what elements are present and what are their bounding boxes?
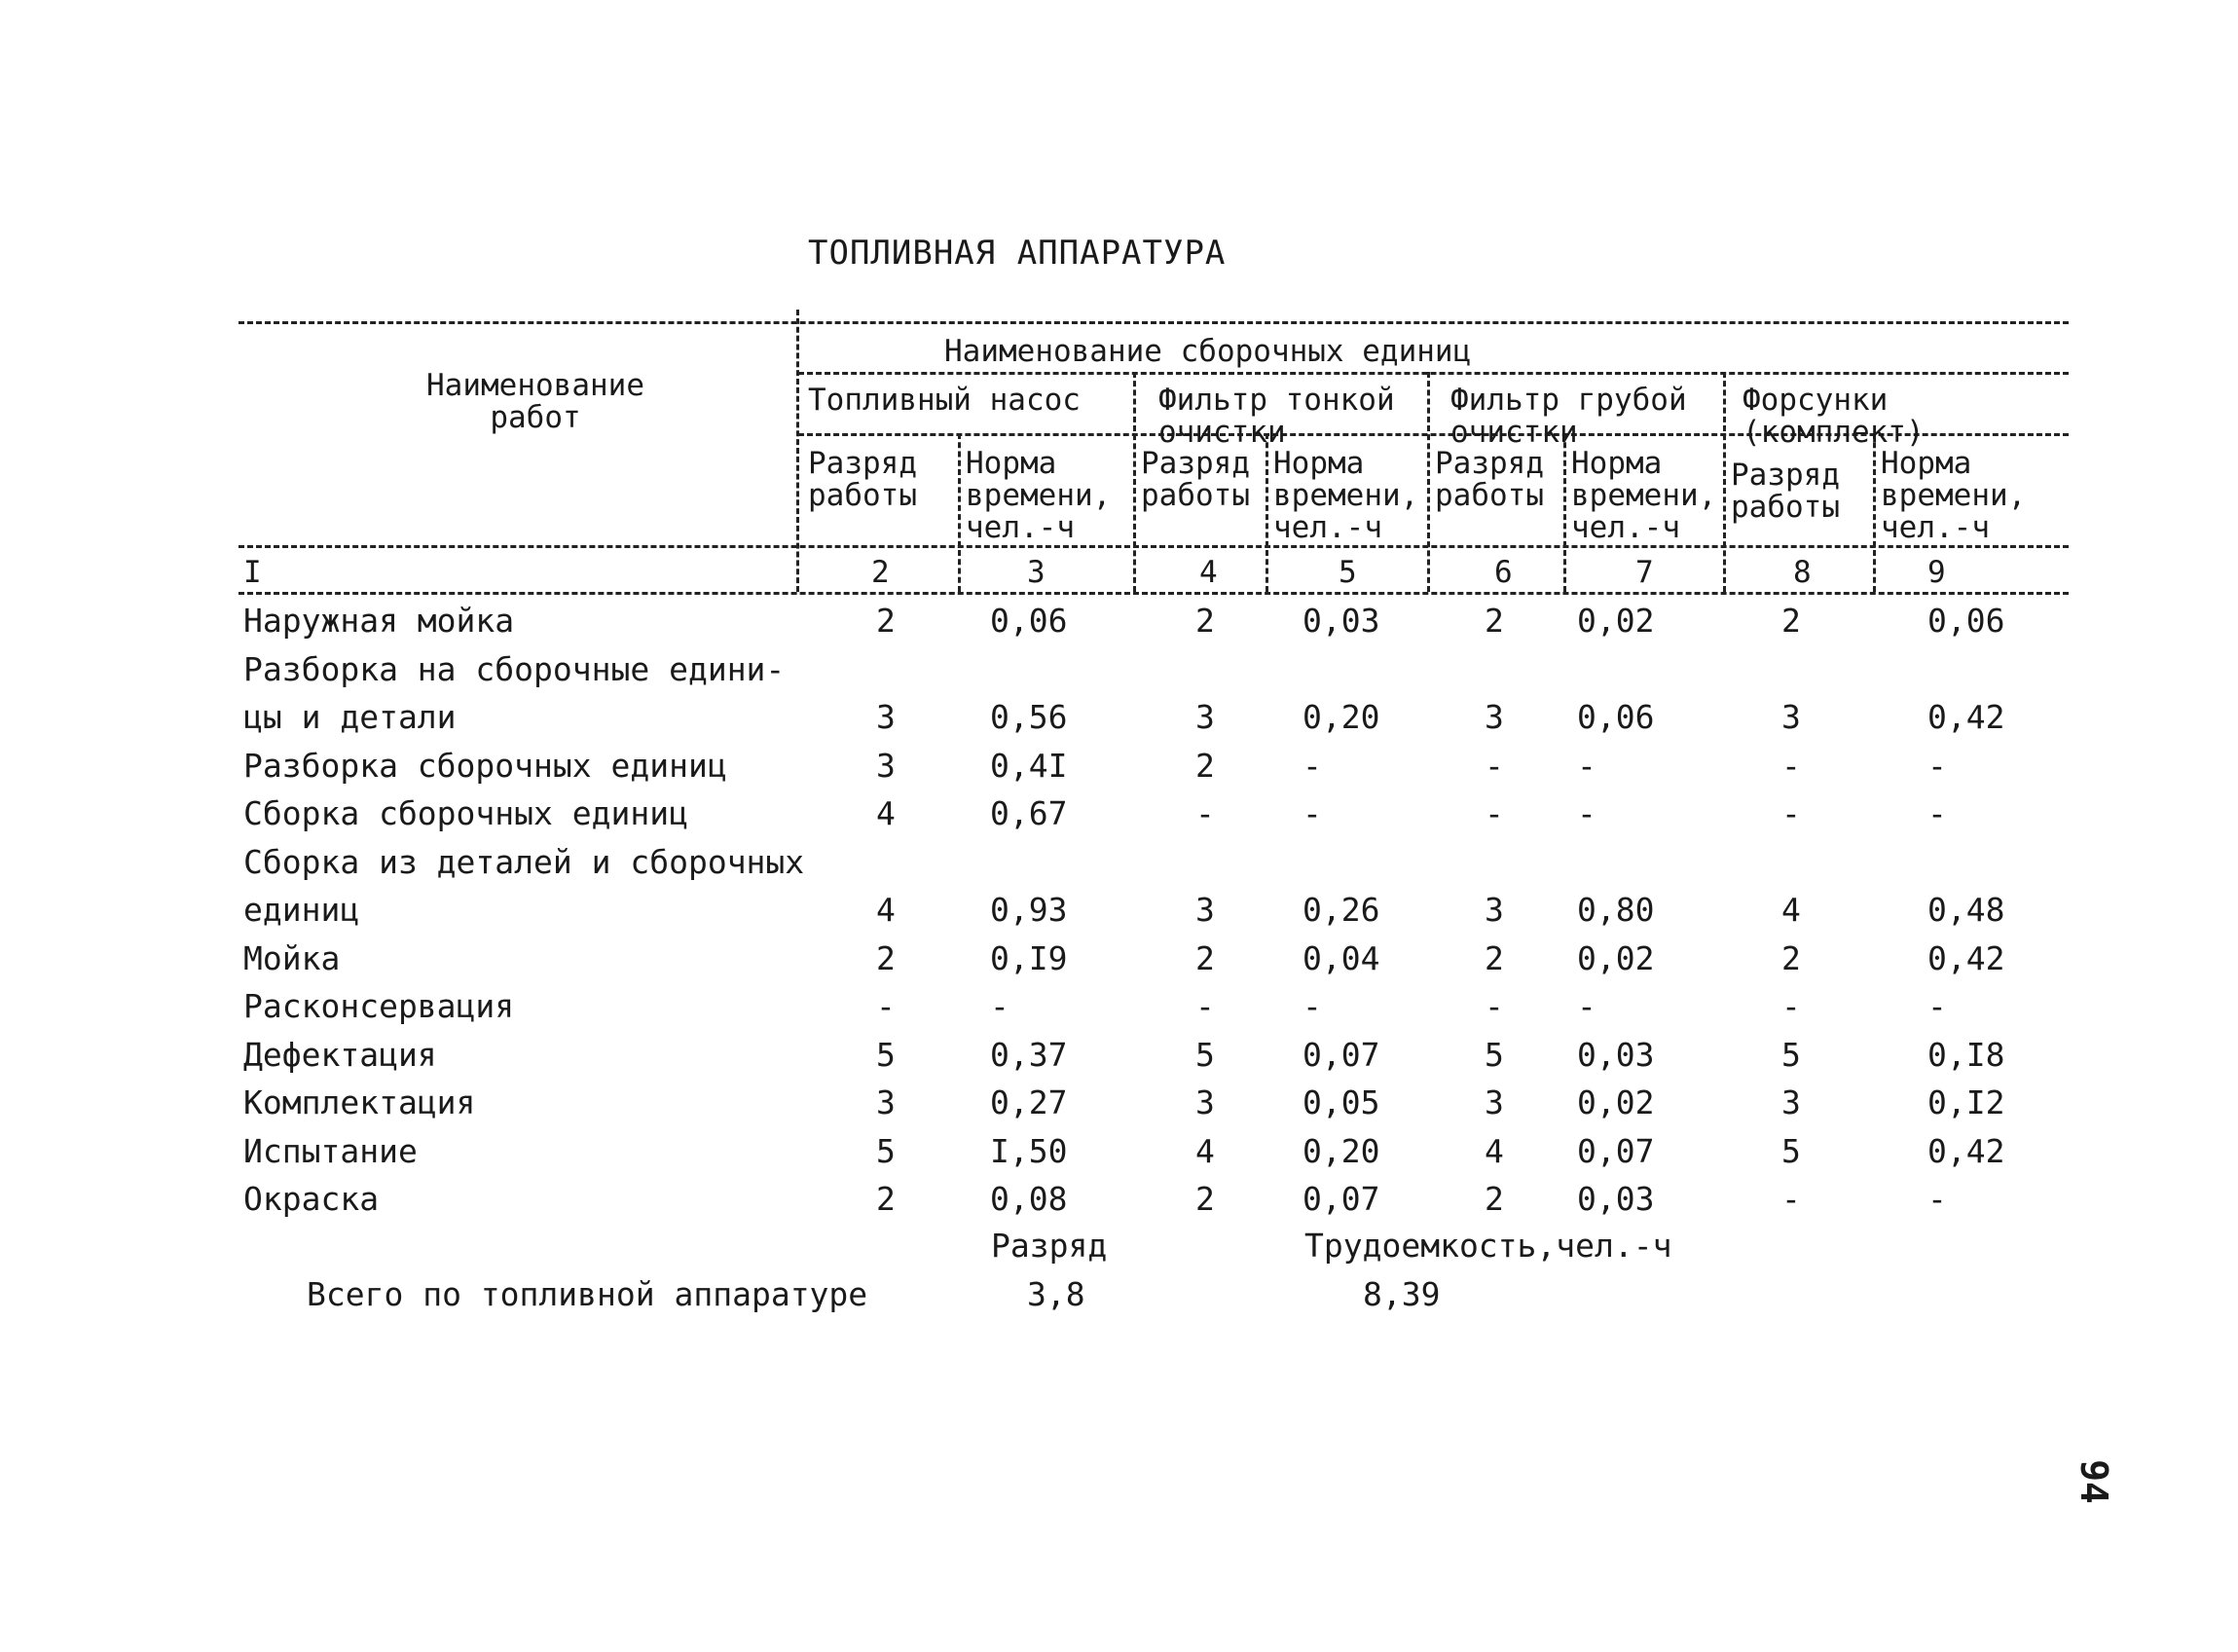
table-cell: 0,03 xyxy=(1577,1180,1655,1218)
unit-header-1: Топливный насос xyxy=(808,383,1081,418)
table-cell: 3 xyxy=(1781,698,1801,736)
summary-labor-label: Трудоемкость,чел.-ч xyxy=(1304,1227,1672,1265)
table-cell: 3 xyxy=(1781,1083,1801,1121)
table-cell: 0,93 xyxy=(990,891,1068,929)
table-cell: 3 xyxy=(1485,698,1504,736)
table-cell: 0,I2 xyxy=(1927,1083,2005,1121)
table-cell: 0,I8 xyxy=(1927,1035,2005,1074)
table-cell: 0,27 xyxy=(990,1083,1068,1121)
table-cell: 5 xyxy=(1485,1035,1504,1074)
table-cell: - xyxy=(1485,794,1504,832)
row-name-line: Сборка сборочных единиц xyxy=(243,794,688,832)
table-cell: 2 xyxy=(1195,602,1215,640)
colnum-bottom-rule xyxy=(238,592,2069,595)
work-name-header: Наименование работ xyxy=(426,368,644,435)
grade-header-4: Разряд работы xyxy=(1731,458,1840,525)
table-cell: - xyxy=(1485,987,1504,1025)
table-cell: 5 xyxy=(876,1035,896,1074)
colnum-7: 7 xyxy=(1635,555,1654,590)
table-cell: 0,04 xyxy=(1302,938,1380,977)
row-name-line: Испытание xyxy=(243,1131,418,1170)
row-name-line: Наружная мойка xyxy=(243,602,515,640)
row-name-line: Разборка сборочных единиц xyxy=(243,746,727,785)
table-cell: 2 xyxy=(876,938,896,977)
table-cell: - xyxy=(1927,1180,1947,1218)
table-cell: 0,02 xyxy=(1577,602,1655,640)
table-cell: 0,05 xyxy=(1302,1083,1380,1121)
table-cell: I,50 xyxy=(990,1131,1068,1170)
page-title: ТОПЛИВНАЯ АППАРАТУРА xyxy=(808,234,1227,273)
table-cell: - xyxy=(1927,746,1947,785)
colnum-5: 5 xyxy=(1339,555,1357,590)
table-cell: 5 xyxy=(876,1131,896,1170)
row-name-line: Расконсервация xyxy=(243,987,515,1025)
unit-header-2: Фильтр тонкой очистки xyxy=(1158,383,1395,450)
table-cell: 4 xyxy=(876,794,896,832)
table-cell: 3 xyxy=(1195,891,1215,929)
table-cell: 0,I9 xyxy=(990,938,1068,977)
table-cell: - xyxy=(1302,987,1322,1025)
summary-grade-value: 3,8 xyxy=(1027,1275,1085,1313)
table-cell: - xyxy=(1577,794,1596,832)
col-sep-3 xyxy=(1133,372,1136,592)
table-cell: 0,03 xyxy=(1302,602,1380,640)
unit-header-3: Фильтр грубой очистки xyxy=(1450,383,1687,450)
table-cell: 0,56 xyxy=(990,698,1068,736)
table-cell: 3 xyxy=(1195,1083,1215,1121)
table-cell: - xyxy=(1577,987,1596,1025)
table-cell: - xyxy=(1577,746,1596,785)
table-cell: 0,37 xyxy=(990,1035,1068,1074)
table-cell: - xyxy=(1781,1180,1801,1218)
table-cell: 0,42 xyxy=(1927,698,2005,736)
unit-header-4: Форсунки (комплект) xyxy=(1743,383,1925,450)
table-cell: 3 xyxy=(1485,891,1504,929)
row-name-line: Сборка из деталей и сборочных xyxy=(243,842,805,881)
colnum-8: 8 xyxy=(1793,555,1812,590)
table-cell: - xyxy=(876,987,896,1025)
table-cell: 0,07 xyxy=(1302,1035,1380,1074)
table-cell: 0,03 xyxy=(1577,1035,1655,1074)
row-name-line: цы и детали xyxy=(243,698,457,736)
table-cell: 0,42 xyxy=(1927,1131,2005,1170)
table-cell: 5 xyxy=(1781,1035,1801,1074)
table-cell: - xyxy=(1195,794,1215,832)
row-name-line: Комплектация xyxy=(243,1083,476,1121)
table-cell: 0,26 xyxy=(1302,891,1380,929)
table-cell: - xyxy=(1302,794,1322,832)
table-cell: - xyxy=(1781,794,1801,832)
table-cell: - xyxy=(1781,987,1801,1025)
colnum-2: 2 xyxy=(871,555,890,590)
table-cell: 0,02 xyxy=(1577,938,1655,977)
table-cell: 4 xyxy=(1485,1131,1504,1170)
table-cell: 0,80 xyxy=(1577,891,1655,929)
col-sep-2 xyxy=(958,433,961,592)
table-cell: 0,06 xyxy=(990,602,1068,640)
row-name-line: единиц xyxy=(243,891,360,929)
table-cell: 0,06 xyxy=(1927,602,2005,640)
table-cell: 0,20 xyxy=(1302,1131,1380,1170)
norm-header-3: Норма времени, чел.-ч xyxy=(1571,446,1717,545)
row-name-line: Разборка на сборочные едини- xyxy=(243,649,786,688)
table-cell: - xyxy=(1485,746,1504,785)
table-cell: 2 xyxy=(1195,938,1215,977)
table-cell: - xyxy=(1781,746,1801,785)
table-cell: - xyxy=(990,987,1009,1025)
table-cell: 0,07 xyxy=(1577,1131,1655,1170)
table-cell: 0,02 xyxy=(1577,1083,1655,1121)
table-cell: 3 xyxy=(1195,698,1215,736)
colnum-9: 9 xyxy=(1927,555,1946,590)
summary-labor-value: 8,39 xyxy=(1363,1275,1441,1313)
table-cell: 4 xyxy=(1195,1131,1215,1170)
colnum-3: 3 xyxy=(1027,555,1046,590)
table-cell: 3 xyxy=(1485,1083,1504,1121)
table-cell: 0,08 xyxy=(990,1180,1068,1218)
table-cell: 3 xyxy=(876,746,896,785)
table-cell: 2 xyxy=(1195,746,1215,785)
table-cell: - xyxy=(1302,746,1322,785)
table-cell: 4 xyxy=(1781,891,1801,929)
table-cell: 2 xyxy=(1485,938,1504,977)
table-cell: 0,07 xyxy=(1302,1180,1380,1218)
summary-total-label: Всего по топливной аппаратуре xyxy=(307,1275,868,1313)
table-cell: 0,67 xyxy=(990,794,1068,832)
col-sep-8 xyxy=(1873,433,1876,592)
colnum-6: 6 xyxy=(1494,555,1513,590)
row-name-line: Мойка xyxy=(243,938,341,977)
table-cell: 0,20 xyxy=(1302,698,1380,736)
table-cell: 2 xyxy=(1195,1180,1215,1218)
table-cell: 0,4I xyxy=(990,746,1068,785)
table-cell: 2 xyxy=(876,1180,896,1218)
table-cell: - xyxy=(1195,987,1215,1025)
table-top-rule xyxy=(238,321,2069,324)
table-cell: 2 xyxy=(1781,602,1801,640)
header-bottom-rule xyxy=(238,545,2069,548)
table-cell: 2 xyxy=(1781,938,1801,977)
table-cell: 0,48 xyxy=(1927,891,2005,929)
table-cell: 0,42 xyxy=(1927,938,2005,977)
table-cell: 0,06 xyxy=(1577,698,1655,736)
norm-header-1: Норма времени, чел.-ч xyxy=(966,446,1112,545)
table-cell: 3 xyxy=(876,698,896,736)
units-group-rule xyxy=(798,372,2069,375)
grade-header-2: Разряд работы xyxy=(1141,446,1250,513)
table-cell: 4 xyxy=(876,891,896,929)
table-cell: - xyxy=(1927,794,1947,832)
table-cell: - xyxy=(1927,987,1947,1025)
table-cell: 2 xyxy=(1485,1180,1504,1218)
norm-header-4: Норма времени, чел.-ч xyxy=(1881,446,2027,545)
row-name-line: Окраска xyxy=(243,1180,380,1218)
grade-header-3: Разряд работы xyxy=(1435,446,1544,513)
summary-grade-label: Разряд xyxy=(991,1227,1108,1265)
table-cell: 5 xyxy=(1781,1131,1801,1170)
col-sep-6 xyxy=(1563,433,1566,592)
table-cell: 5 xyxy=(1195,1035,1215,1074)
col-sep-4 xyxy=(1266,433,1268,592)
col-sep-7 xyxy=(1723,372,1726,592)
table-cell: 2 xyxy=(876,602,896,640)
row-name-line: Дефектация xyxy=(243,1035,437,1074)
table-cell: 2 xyxy=(1485,602,1504,640)
grade-header-1: Разряд работы xyxy=(808,446,917,513)
colnum-4: 4 xyxy=(1199,555,1218,590)
col-sep-5 xyxy=(1427,372,1430,592)
units-group-header: Наименование сборочных единиц xyxy=(944,334,1472,369)
colnum-1: I xyxy=(243,555,262,590)
col-sep-1 xyxy=(796,310,799,592)
page-number: 94 xyxy=(2072,1459,2115,1504)
table-cell: 3 xyxy=(876,1083,896,1121)
norm-header-2: Норма времени, чел.-ч xyxy=(1273,446,1419,545)
